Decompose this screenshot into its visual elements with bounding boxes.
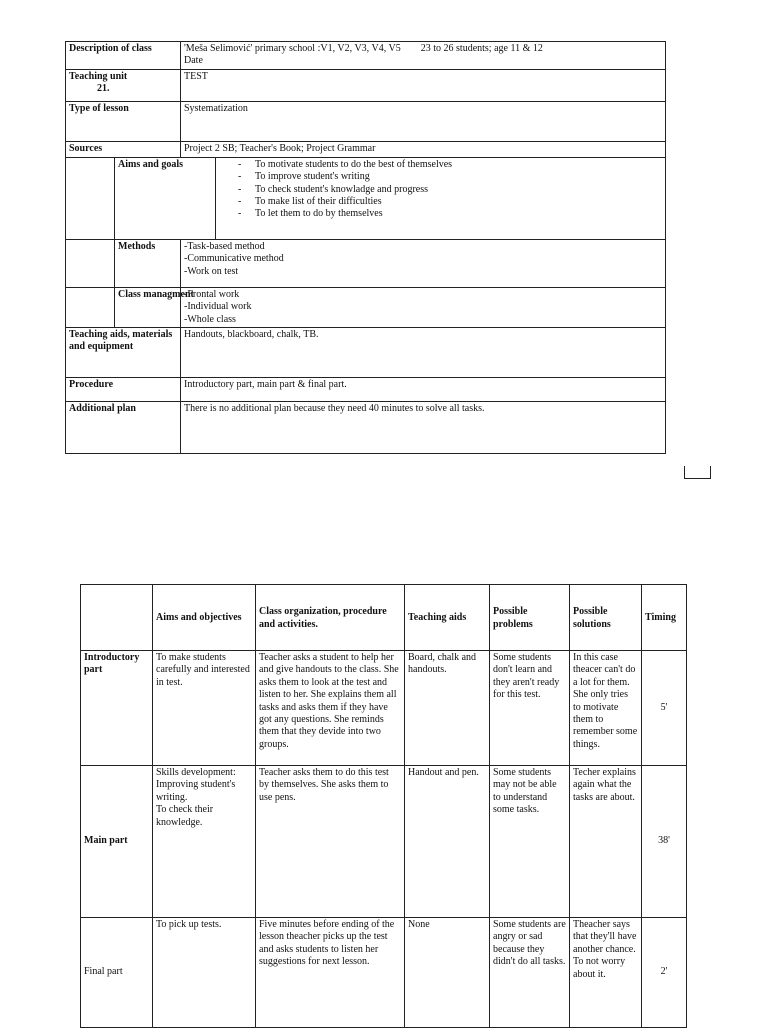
class-management-item: -Individual work	[184, 301, 252, 313]
row-solutions: Techer explains again what the tasks are about.	[570, 766, 642, 918]
row-activities: Teacher asks them to do this test by themselves. She asks them to use pens.	[256, 766, 405, 918]
methods-label: Methods	[115, 239, 181, 287]
header-problems: Possible problems	[490, 585, 570, 651]
row-problems: Some students don't learn and they aren't ready for this test.	[490, 651, 570, 766]
teaching-aids-label: Teaching aids, materials and equipment	[66, 328, 181, 378]
date-label: Date	[184, 55, 203, 67]
teaching-unit-number: 21.	[97, 83, 110, 95]
students-info: 23 to 26 students; age 11 & 12	[420, 43, 543, 54]
class-management-item: -Whole class	[184, 313, 236, 325]
methods-blank-cell	[66, 239, 115, 287]
header-part	[81, 585, 153, 651]
additional-plan-value: There is no additional plan because they need 40 minutes to solve all tasks.	[181, 402, 666, 454]
method-item: -Work on test	[184, 265, 239, 277]
row-solutions: In this case theacer can't do a lot for them. She only tries to motivate them to remember some things.	[570, 651, 642, 766]
methods-cell	[181, 239, 666, 287]
aims-row	[66, 157, 666, 239]
table-row	[81, 766, 687, 918]
row-problems: Some students are angry or sad because they didn't do all tasks.	[490, 918, 570, 1028]
row-activities: Teacher asks a student to help her and give handouts to the class. She asks them to look at the test and listen to her. She explains them all tasks and asks them if they have got any questions. She reminds them that they devide into two groups.	[256, 651, 405, 766]
row-timing: 5'	[642, 651, 687, 766]
aims-cell	[216, 157, 666, 239]
row-teaching-aids: Board, chalk and handouts.	[405, 651, 490, 766]
lesson-overview-table	[65, 41, 666, 454]
lesson-type-value: Systematization	[181, 101, 666, 141]
teaching-unit-value: TEST	[181, 69, 666, 101]
row-aims	[153, 766, 256, 918]
procedure-table	[80, 584, 687, 1028]
lesson-type-row	[66, 101, 666, 141]
description-value: 'Meša Selimović' primary school :V1, V2, V3, V4, V5	[184, 43, 401, 54]
row-activities: Five minutes before ending of the lesson theacher picks up the test and asks students to listen her suggestions for next lesson.	[256, 918, 405, 1028]
row-aims: To pick up tests.	[153, 918, 256, 1028]
sources-value: Project 2 SB; Teacher's Book; Project Grammar	[181, 141, 666, 157]
aim-item: - To check student's knowladge and progress	[255, 184, 662, 196]
row-part-label: Final part	[81, 918, 153, 1028]
row-part-label: Main part	[81, 766, 153, 918]
procedure-header-row	[81, 585, 687, 651]
header-teaching-aids: Teaching aids	[405, 585, 490, 651]
sources-row	[66, 141, 666, 157]
class-management-blank-cell	[66, 287, 115, 327]
teaching-aids-value: Handouts, blackboard, chalk, TB.	[181, 328, 666, 378]
header-aims: Aims and objectives	[153, 585, 256, 651]
methods-row	[66, 239, 666, 287]
aim-item: - To improve student's writing	[255, 171, 662, 183]
header-solutions: Possible solutions	[570, 585, 642, 651]
description-row	[66, 42, 666, 70]
row-aims: To make students carefully and interested in test.	[153, 651, 256, 766]
class-management-row	[66, 287, 666, 327]
sources-label: Sources	[66, 141, 181, 157]
additional-plan-row	[66, 402, 666, 454]
lesson-type-label: Type of lesson	[66, 101, 181, 141]
additional-plan-label: Additional plan	[66, 402, 181, 454]
aims-list	[219, 159, 662, 221]
aims-blank-cell	[66, 157, 115, 239]
procedure-value: Introductory part, main part & final part.	[181, 378, 666, 402]
aims-label: Aims and goals	[115, 157, 216, 239]
description-cell	[181, 42, 666, 70]
teaching-aids-row	[66, 328, 666, 378]
header-timing: Timing	[642, 585, 687, 651]
row-problems: Some students may not be able to understand some tasks.	[490, 766, 570, 918]
corner-bracket-mark	[684, 466, 711, 479]
teaching-unit-row	[66, 69, 666, 101]
method-item: -Task-based method	[184, 240, 265, 252]
class-management-item: -Frontal work	[184, 288, 240, 300]
aim-item: - To make list of their difficulties	[255, 196, 662, 208]
row-timing: 2'	[642, 918, 687, 1028]
aim-item: - To let them to do by themselves	[255, 208, 662, 220]
header-activities: Class organization, procedure and activities.	[256, 585, 405, 651]
row-aims-text: Skills development: Improving student's writing. To check their knowledge.	[156, 767, 236, 828]
table-row	[81, 651, 687, 766]
teaching-unit-cell	[66, 69, 181, 101]
row-teaching-aids: None	[405, 918, 490, 1028]
row-solutions: Theacher says that they'll have another chance. To not worry about it.	[570, 918, 642, 1028]
procedure-row	[66, 378, 666, 402]
procedure-label: Procedure	[66, 378, 181, 402]
row-timing: 38'	[642, 766, 687, 918]
description-label: Description of class	[66, 42, 181, 70]
row-part-label: Introductory part	[81, 651, 153, 766]
method-item: -Communicative method	[184, 253, 284, 265]
row-teaching-aids: Handout and pen.	[405, 766, 490, 918]
teaching-unit-label: Teaching unit	[69, 70, 128, 82]
aim-item: - To motivate students to do the best of themselves	[255, 159, 662, 171]
class-management-cell	[181, 287, 666, 327]
table-row	[81, 918, 687, 1028]
class-management-label: Class managment	[115, 287, 181, 327]
